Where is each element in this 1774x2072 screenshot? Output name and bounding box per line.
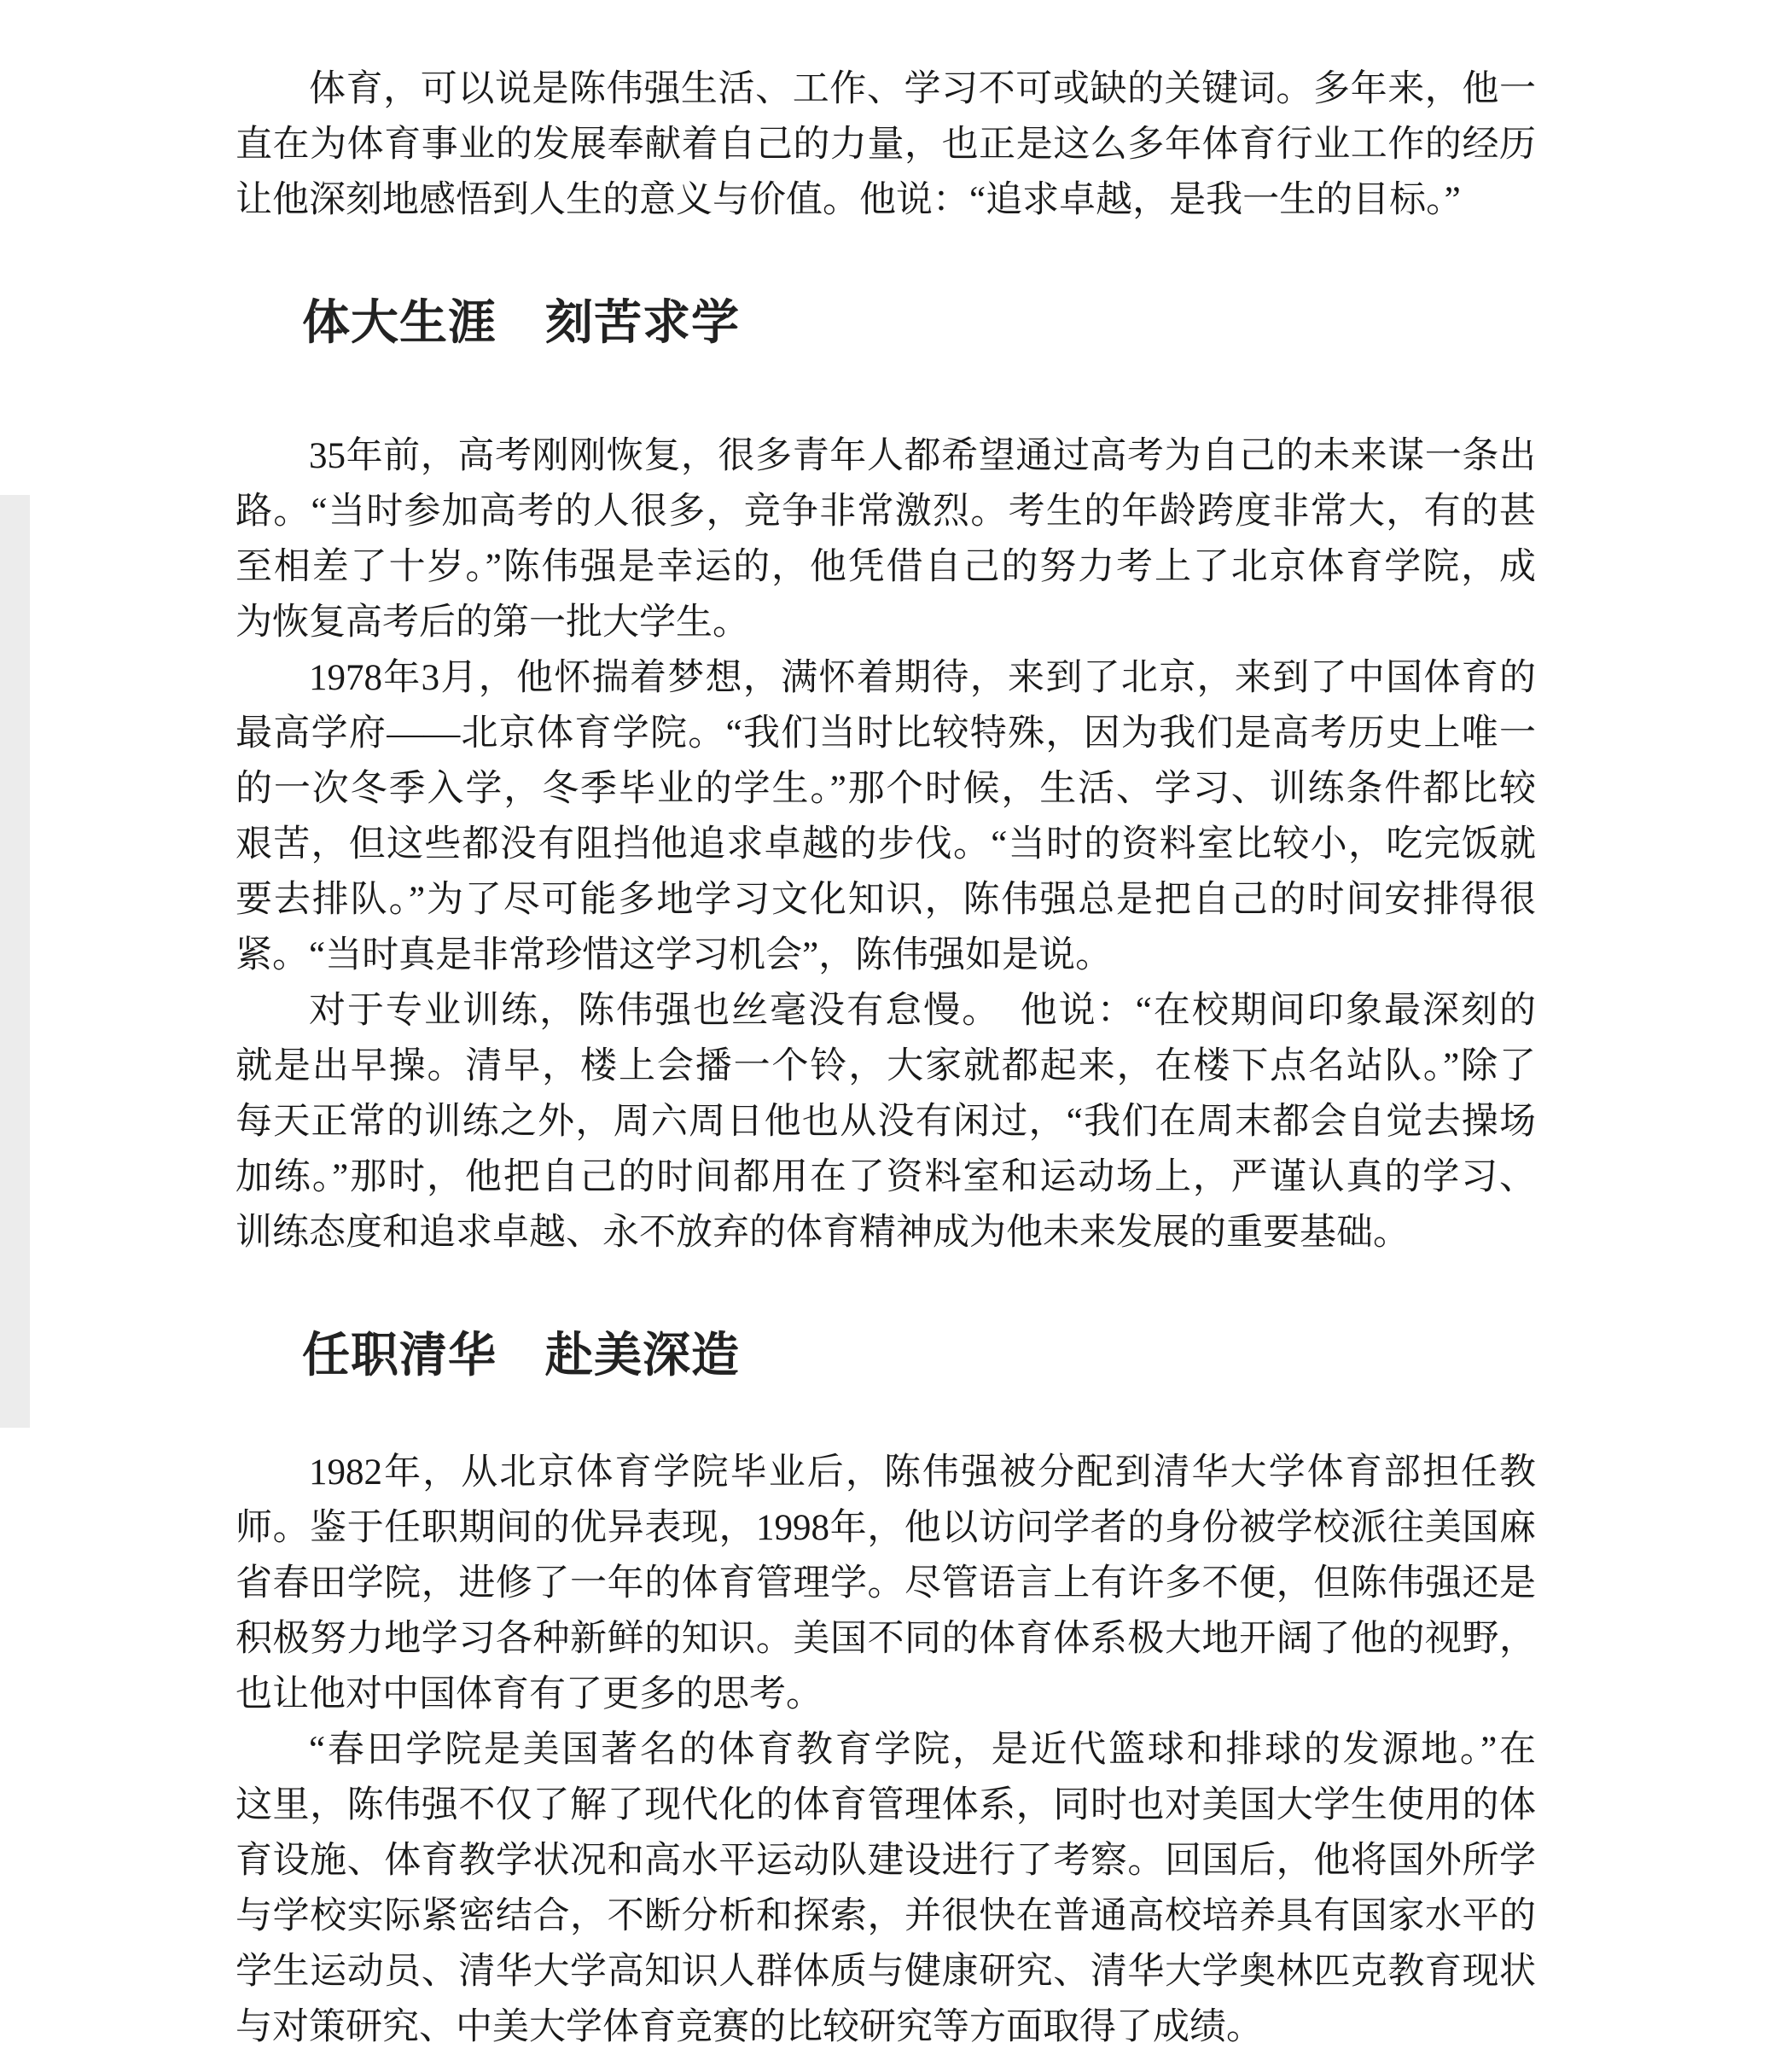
body-line: 紧。“当时真是非常珍惜这学习机会”，陈伟强如是说。 bbox=[236, 935, 1113, 975]
body-line: 每天正常的训练之外，周六周日他也从没有闲过，“我们在周末都会自觉去操场 bbox=[236, 1102, 1536, 1142]
body-line: 育设施、体育教学状况和高水平运动队建设进行了考察。回国后，他将国外所学 bbox=[236, 1841, 1536, 1881]
section-heading-tsinghua-usa: 任职清华 赴美深造 bbox=[302, 1328, 740, 1382]
body-line: 学生运动员、清华大学高知识人群体质与健康研究、清华大学奥林匹克教育现状 bbox=[236, 1952, 1536, 1992]
body-line: 与对策研究、中美大学体育竞赛的比较研究等方面取得了成绩。 bbox=[236, 2007, 1263, 2047]
body-line: 1978年3月，他怀揣着梦想，满怀着期待，来到了北京，来到了中国体育的 bbox=[309, 658, 1536, 698]
body-line: 1982年，从北京体育学院毕业后，陈伟强被分配到清华大学体育部担任教 bbox=[309, 1452, 1536, 1493]
paragraph bbox=[236, 983, 1536, 1260]
section-heading-study-years: 体大生涯 刻苦求学 bbox=[302, 295, 740, 349]
page-edge-shadow bbox=[0, 495, 30, 1428]
body-line: 35年前，高考刚刚恢复，很多青年人都希望通过高考为自己的未来谋一条出 bbox=[309, 436, 1536, 476]
body-line: 的一次冬季入学，冬季毕业的学生。”那个时候，生活、学习、训练条件都比较 bbox=[236, 769, 1536, 809]
body-line: 就是出早操。清早，楼上会播一个铃，大家就都起来，在楼下点名站队。”除了 bbox=[236, 1046, 1536, 1086]
body-line: 与学校实际紧密结合，不断分析和探索，并很快在普通高校培养具有国家水平的 bbox=[236, 1896, 1536, 1936]
body-line: 积极努力地学习各种新鲜的知识。美国不同的体育体系极大地开阔了他的视野， bbox=[236, 1619, 1536, 1659]
paragraph bbox=[236, 1722, 1536, 2055]
body-line: 为恢复高考后的第一批大学生。 bbox=[236, 602, 749, 643]
body-line: 加练。”那时，他把自己的时间都用在了资料室和运动场上，严谨认真的学习、 bbox=[236, 1157, 1536, 1197]
article-body bbox=[236, 0, 1536, 2055]
body-line: 这里，陈伟强不仅了解了现代化的体育管理体系，同时也对美国大学生使用的体 bbox=[236, 1785, 1536, 1825]
body-line: 让他深刻地感悟到人生的意义与价值。他说：“追求卓越，是我一生的目标。” bbox=[236, 180, 1461, 220]
body-line: 直在为体育事业的发展奉献着自己的力量，也正是这么多年体育行业工作的经历 bbox=[236, 125, 1536, 165]
body-line: 艰苦，但这些都没有阻挡他追求卓越的步伐。“当时的资料室比较小，吃完饭就 bbox=[236, 824, 1536, 864]
body-line: 体育，可以说是陈伟强生活、工作、学习不可或缺的关键词。多年来，他一 bbox=[309, 69, 1536, 109]
body-line: 省春田学院，进修了一年的体育管理学。尽管语言上有许多不便，但陈伟强还是 bbox=[236, 1563, 1536, 1603]
body-line: 至相差了十岁。”陈伟强是幸运的，他凭借自己的努力考上了北京体育学院，成 bbox=[236, 547, 1536, 587]
paragraph bbox=[236, 650, 1536, 983]
intro-paragraph bbox=[236, 61, 1536, 228]
paragraph bbox=[236, 1445, 1536, 1722]
body-line: “春田学院是美国著名的体育教育学院，是近代篮球和排球的发源地。”在 bbox=[309, 1730, 1536, 1770]
paragraph bbox=[236, 428, 1536, 650]
body-line: 师。鉴于任职期间的优异表现，1998年，他以访问学者的身份被学校派往美国麻 bbox=[236, 1508, 1536, 1548]
body-line: 训练态度和追求卓越、永不放弃的体育精神成为他未来发展的重要基础。 bbox=[236, 1213, 1410, 1253]
body-line: 对于专业训练，陈伟强也丝毫没有怠慢。 他说：“在校期间印象最深刻的 bbox=[309, 991, 1536, 1031]
body-line: 也让他对中国体育有了更多的思考。 bbox=[236, 1674, 823, 1714]
body-line: 要去排队。”为了尽可能多地学习文化知识，陈伟强总是把自己的时间安排得很 bbox=[236, 880, 1536, 920]
body-line: 最高学府——北京体育学院。“我们当时比较特殊，因为我们是高考历史上唯一 bbox=[236, 713, 1536, 754]
body-line: 路。“当时参加高考的人很多，竞争非常激烈。考生的年龄跨度非常大，有的甚 bbox=[236, 492, 1536, 532]
